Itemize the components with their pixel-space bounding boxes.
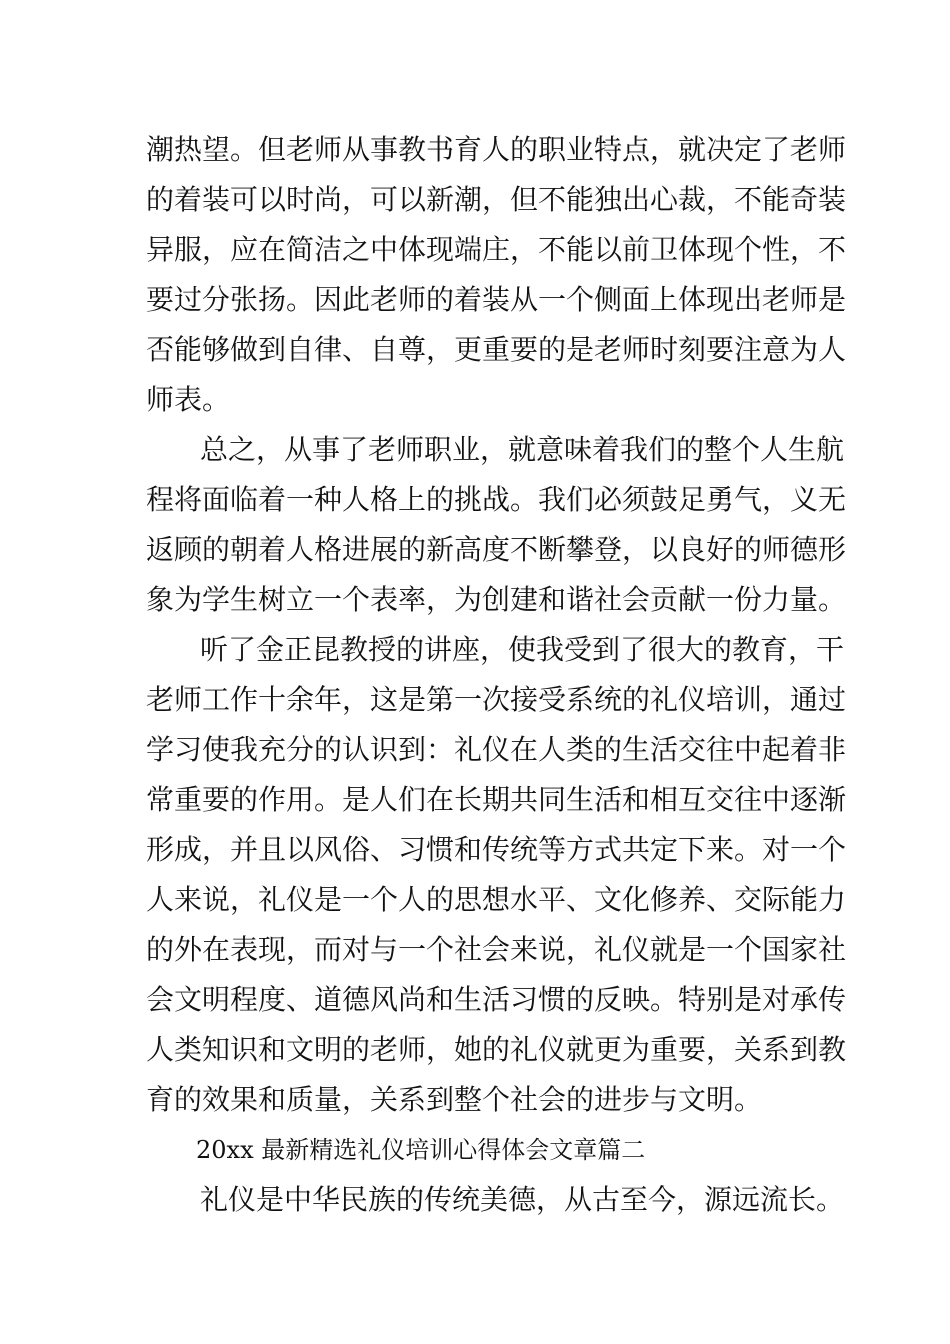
section-heading: 20xx 最新精选礼仪培训心得体会文章篇二 [196,1136,646,1164]
text-line: 否能够做到自律、自尊，更重要的是老师时刻要注意为人 [146,333,847,366]
text-line: 会文明程度、道德风尚和生活习惯的反映。特别是对承传 [146,983,847,1016]
paragraph-first-line: 总之，从事了老师职业，就意味着我们的整个人生航 [200,433,845,466]
text-line: 育的效果和质量，关系到整个社会的进步与文明。 [146,1083,763,1116]
text-line: 的着装可以时尚，可以新潮，但不能独出心裁，不能奇装 [146,183,847,216]
text-line: 象为学生树立一个表率，为创建和谐社会贡献一份力量。 [146,583,847,616]
text-line: 学习使我充分的认识到：礼仪在人类的生活交往中起着非 [146,733,847,766]
paragraph-first-line: 礼仪是中华民族的传统美德，从古至今，源远流长。 [200,1183,845,1216]
text-line: 要过分张扬。因此老师的着装从一个侧面上体现出老师是 [146,283,847,316]
text-line: 人类知识和文明的老师，她的礼仪就更为重要，关系到教 [146,1033,847,1066]
paragraph-first-line: 听了金正昆教授的讲座，使我受到了很大的教育，干 [200,633,845,666]
text-line: 形成，并且以风俗、习惯和传统等方式共定下来。对一个 [146,833,847,866]
text-line: 程将面临着一种人格上的挑战。我们必须鼓足勇气，义无 [146,483,847,516]
text-line: 返顾的朝着人格进展的新高度不断攀登，以良好的师德形 [146,533,847,566]
text-line: 常重要的作用。是人们在长期共同生活和相互交往中逐渐 [146,783,847,816]
text-line: 人来说，礼仪是一个人的思想水平、文化修养、交际能力 [146,883,847,916]
text-line: 师表。 [146,383,231,416]
text-line: 的外在表现，而对与一个社会来说，礼仪就是一个国家社 [146,933,847,966]
text-line: 老师工作十余年，这是第一次接受系统的礼仪培训，通过 [146,683,847,716]
text-line: 潮热望。但老师从事教书育人的职业特点，就决定了老师 [146,133,847,166]
text-line: 异服，应在简洁之中体现端庄，不能以前卫体现个性，不 [146,233,847,266]
